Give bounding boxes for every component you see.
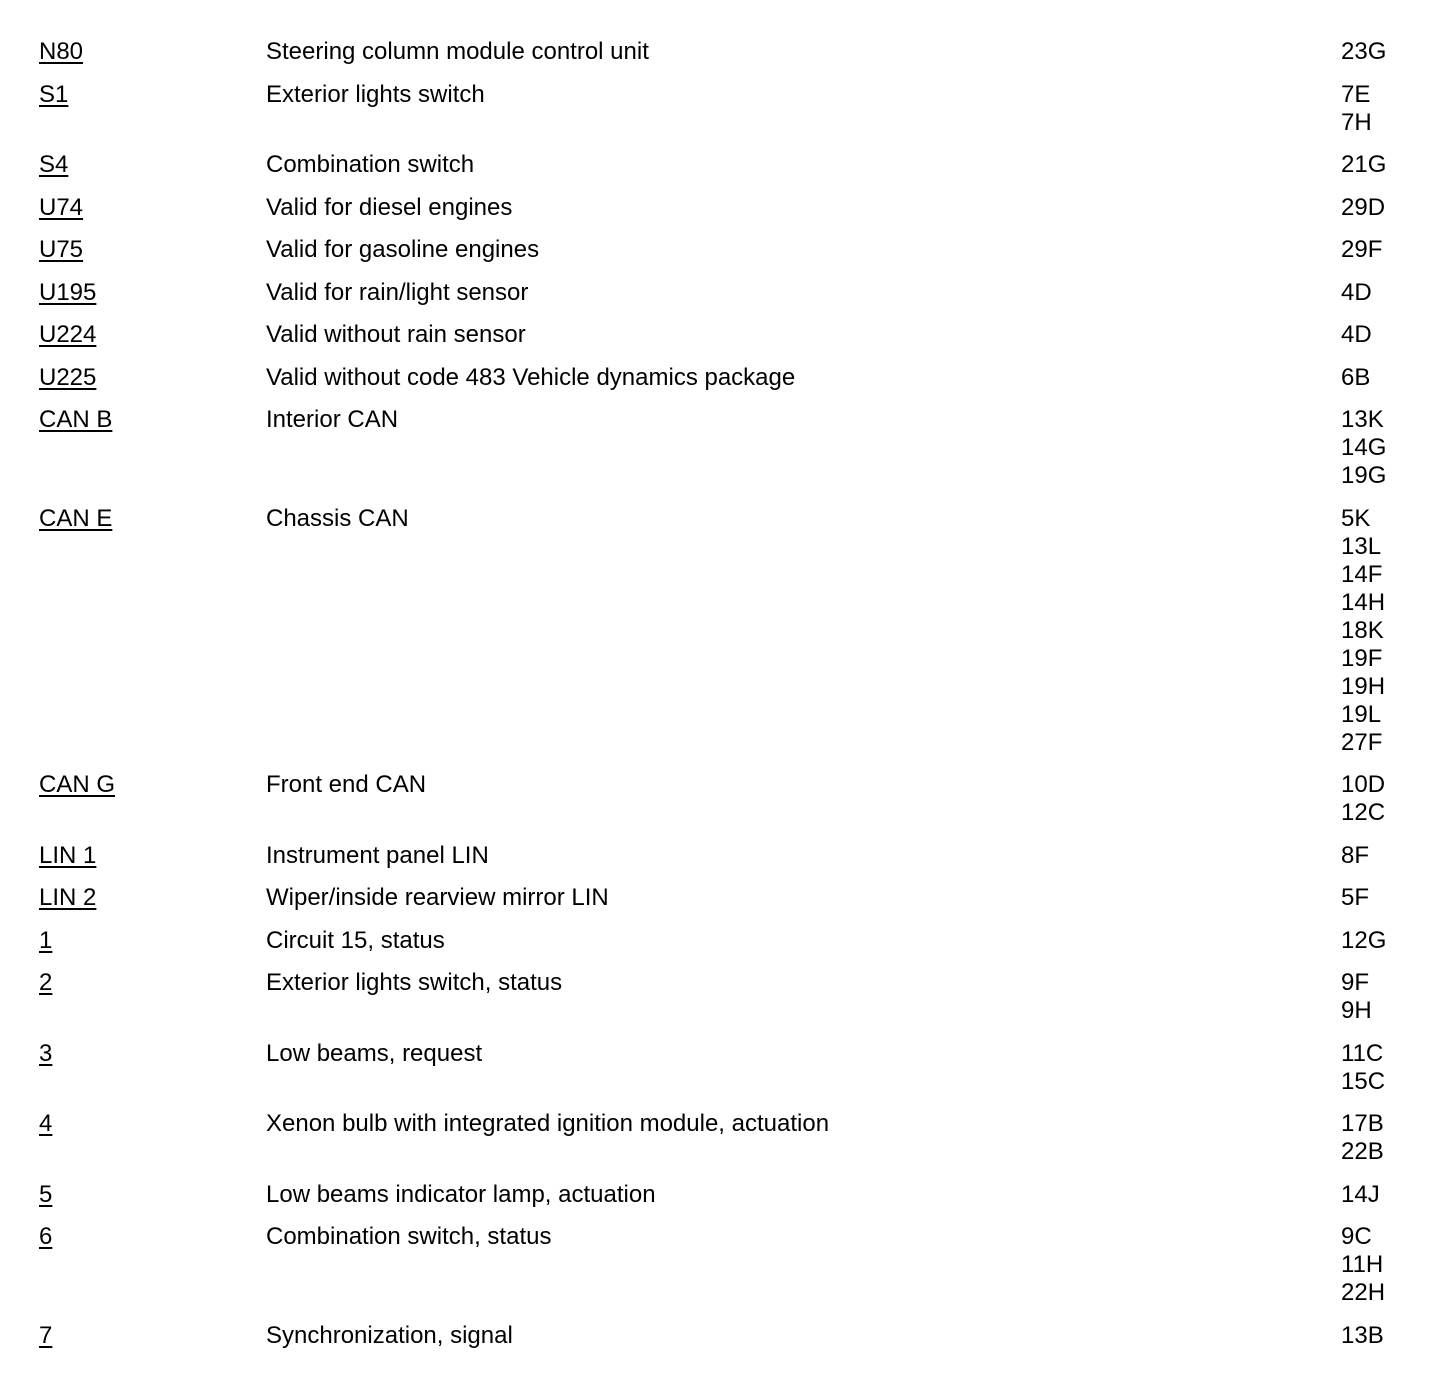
- legend-description: Exterior lights switch: [266, 80, 485, 108]
- legend-description: Wiper/inside rearview mirror LIN: [266, 884, 609, 911]
- legend-row: [39, 321, 1419, 349]
- grid-reference: 22H: [1341, 1279, 1386, 1306]
- legend-grid-references: [1341, 771, 1419, 827]
- grid-reference: 9C: [1341, 1223, 1372, 1250]
- legend-code-link[interactable]: S1: [39, 80, 69, 108]
- legend-code-link[interactable]: U195: [39, 278, 97, 306]
- legend-code-link[interactable]: CAN B: [39, 406, 113, 433]
- legend-code-link[interactable]: S4: [39, 151, 69, 178]
- legend-description: Valid for diesel engines: [266, 193, 513, 221]
- grid-reference: 18K: [1341, 616, 1384, 644]
- legend-grid-references: [1341, 364, 1419, 392]
- legend-description: Interior CAN: [266, 406, 399, 433]
- legend-row: [39, 1181, 1419, 1209]
- grid-reference: 17B: [1341, 1110, 1384, 1137]
- grid-reference: 19H: [1341, 672, 1386, 700]
- legend-description: Low beams, request: [266, 1039, 483, 1067]
- legend-description: Exterior lights switch, status: [266, 969, 563, 996]
- legend-row: [39, 927, 1419, 955]
- legend-row: [39, 771, 1419, 827]
- grid-reference: 5F: [1341, 884, 1370, 911]
- grid-reference: 12G: [1341, 926, 1387, 954]
- legend-code-link[interactable]: 7: [39, 1321, 53, 1349]
- legend-row: [39, 236, 1419, 264]
- legend-grid-references: [1341, 842, 1419, 870]
- legend-description: Circuit 15, status: [266, 926, 445, 954]
- legend-grid-references: [1341, 1223, 1419, 1307]
- legend-code-link[interactable]: 6: [39, 1223, 53, 1250]
- legend-code-link[interactable]: U75: [39, 236, 84, 263]
- legend-row: [39, 1110, 1419, 1166]
- grid-reference: 15C: [1341, 1067, 1386, 1095]
- legend-code-link[interactable]: 1: [39, 926, 53, 954]
- legend-grid-references: [1341, 1110, 1419, 1166]
- legend-row: [39, 279, 1419, 307]
- legend-description: Low beams indicator lamp, actuation: [266, 1180, 656, 1208]
- grid-reference: 7E: [1341, 80, 1371, 108]
- legend-grid-references: [1341, 38, 1419, 66]
- legend-grid-references: [1341, 1181, 1419, 1209]
- legend-row: [39, 151, 1419, 179]
- legend-grid-references: [1341, 236, 1419, 264]
- legend-row: [39, 505, 1419, 757]
- legend-code-link[interactable]: 3: [39, 1039, 53, 1067]
- grid-reference: 14J: [1341, 1180, 1380, 1208]
- legend-row: [39, 842, 1419, 870]
- legend-grid-references: [1341, 279, 1419, 307]
- grid-reference: 4D: [1341, 278, 1372, 306]
- legend-description: Combination switch: [266, 151, 475, 178]
- grid-reference: 12C: [1341, 799, 1386, 826]
- legend-row: [39, 1223, 1419, 1307]
- legend-grid-references: [1341, 1040, 1419, 1096]
- legend-code-link[interactable]: 4: [39, 1110, 53, 1137]
- legend-description: Chassis CAN: [266, 504, 409, 532]
- legend-code-link[interactable]: U225: [39, 363, 97, 391]
- legend-description: Front end CAN: [266, 771, 427, 798]
- grid-reference: 4D: [1341, 321, 1372, 348]
- legend-code-link[interactable]: LIN 2: [39, 884, 97, 911]
- legend-grid-references: [1341, 81, 1419, 137]
- grid-reference: 13B: [1341, 1321, 1384, 1349]
- grid-reference: 29D: [1341, 193, 1386, 221]
- legend-grid-references: [1341, 321, 1419, 349]
- grid-reference: 19G: [1341, 462, 1387, 489]
- legend-row: [39, 364, 1419, 392]
- grid-reference: 11C: [1341, 1039, 1384, 1067]
- grid-reference: 7H: [1341, 108, 1372, 136]
- legend-grid-references: [1341, 969, 1419, 1025]
- grid-reference: 8F: [1341, 841, 1370, 869]
- legend-description: Valid without code 483 Vehicle dynamics package: [266, 363, 796, 391]
- legend-grid-references: [1341, 884, 1419, 912]
- legend-row: [39, 1040, 1419, 1096]
- legend-grid-references: [1341, 505, 1419, 757]
- legend-description: Valid for rain/light sensor: [266, 278, 529, 306]
- legend-code-link[interactable]: 2: [39, 969, 53, 996]
- legend-code-link[interactable]: CAN G: [39, 771, 116, 798]
- grid-reference: 14G: [1341, 434, 1387, 461]
- grid-reference: 13K: [1341, 406, 1384, 433]
- legend-grid-references: [1341, 194, 1419, 222]
- legend-grid-references: [1341, 1322, 1419, 1350]
- grid-reference: 19F: [1341, 644, 1383, 672]
- legend-code-link[interactable]: LIN 1: [39, 841, 97, 869]
- grid-reference: 10D: [1341, 771, 1386, 798]
- legend-row: [39, 969, 1419, 1025]
- legend-row: [39, 194, 1419, 222]
- legend-grid-references: [1341, 151, 1419, 179]
- legend-row: [39, 38, 1419, 66]
- grid-reference: 23G: [1341, 38, 1387, 65]
- legend-row: [39, 81, 1419, 137]
- legend-row: [39, 406, 1419, 490]
- grid-reference: 6B: [1341, 363, 1371, 391]
- legend-code-link[interactable]: N80: [39, 38, 84, 65]
- legend-code-link[interactable]: 5: [39, 1180, 53, 1208]
- grid-reference: 13L: [1341, 532, 1382, 560]
- legend-row: [39, 1322, 1419, 1350]
- legend-grid-references: [1341, 927, 1419, 955]
- legend-description: Valid for gasoline engines: [266, 236, 540, 263]
- legend-row: [39, 884, 1419, 912]
- grid-reference: 9H: [1341, 997, 1372, 1024]
- legend-grid-references: [1341, 406, 1419, 490]
- legend-table: [39, 38, 1419, 1364]
- legend-description: Combination switch, status: [266, 1223, 552, 1250]
- legend-description: Instrument panel LIN: [266, 841, 489, 869]
- legend-description: Valid without rain sensor: [266, 321, 526, 348]
- legend-description: Steering column module control unit: [266, 38, 649, 65]
- grid-reference: 21G: [1341, 151, 1387, 178]
- legend-description: Xenon bulb with integrated ignition module, actuation: [266, 1110, 830, 1137]
- grid-reference: 5K: [1341, 504, 1371, 532]
- legend-description: Synchronization, signal: [266, 1321, 513, 1349]
- legend-code-link[interactable]: U74: [39, 193, 84, 221]
- legend-code-link[interactable]: U224: [39, 321, 97, 348]
- grid-reference: 19L: [1341, 700, 1382, 728]
- grid-reference: 14F: [1341, 560, 1383, 588]
- grid-reference: 11H: [1341, 1251, 1384, 1278]
- grid-reference: 22B: [1341, 1138, 1384, 1165]
- grid-reference: 27F: [1341, 728, 1383, 756]
- legend-code-link[interactable]: CAN E: [39, 504, 113, 532]
- grid-reference: 29F: [1341, 236, 1383, 263]
- grid-reference: 14H: [1341, 588, 1386, 616]
- grid-reference: 9F: [1341, 969, 1370, 996]
